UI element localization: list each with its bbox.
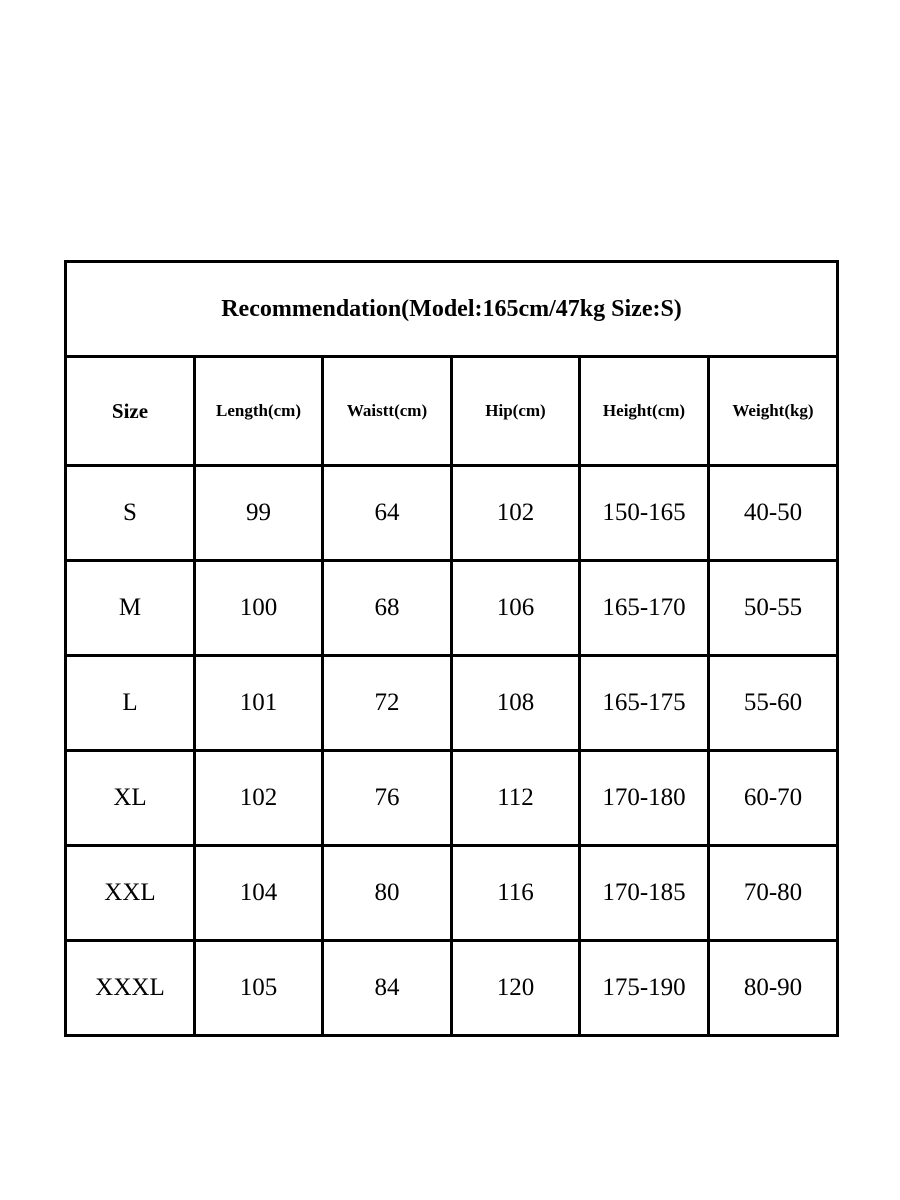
cell-size: M — [66, 561, 195, 656]
column-header-waist: Waistt(cm) — [323, 357, 452, 466]
cell-size: XL — [66, 751, 195, 846]
cell-length: 104 — [195, 846, 323, 941]
column-header-length: Length(cm) — [195, 357, 323, 466]
table-row — [66, 656, 838, 751]
cell-weight: 80-90 — [709, 941, 838, 1036]
size-chart-table — [64, 260, 839, 1037]
table-row — [66, 846, 838, 941]
cell-hip: 106 — [452, 561, 580, 656]
cell-size: XXL — [66, 846, 195, 941]
cell-height: 165-170 — [580, 561, 709, 656]
cell-hip: 112 — [452, 751, 580, 846]
table-row — [66, 941, 838, 1036]
cell-hip: 102 — [452, 466, 580, 561]
cell-length: 101 — [195, 656, 323, 751]
column-header-weight: Weight(kg) — [709, 357, 838, 466]
table-row — [66, 466, 838, 561]
cell-length: 105 — [195, 941, 323, 1036]
cell-size: L — [66, 656, 195, 751]
cell-length: 100 — [195, 561, 323, 656]
table-row — [66, 751, 838, 846]
cell-weight: 50-55 — [709, 561, 838, 656]
cell-height: 175-190 — [580, 941, 709, 1036]
cell-waist: 80 — [323, 846, 452, 941]
cell-hip: 120 — [452, 941, 580, 1036]
cell-waist: 76 — [323, 751, 452, 846]
cell-waist: 64 — [323, 466, 452, 561]
cell-waist: 84 — [323, 941, 452, 1036]
cell-length: 102 — [195, 751, 323, 846]
cell-size: XXXL — [66, 941, 195, 1036]
title-row — [66, 262, 838, 357]
cell-hip: 116 — [452, 846, 580, 941]
table-row — [66, 561, 838, 656]
cell-height: 170-180 — [580, 751, 709, 846]
cell-length: 99 — [195, 466, 323, 561]
cell-weight: 70-80 — [709, 846, 838, 941]
cell-weight: 40-50 — [709, 466, 838, 561]
cell-hip: 108 — [452, 656, 580, 751]
cell-height: 150-165 — [580, 466, 709, 561]
cell-height: 170-185 — [580, 846, 709, 941]
column-header-height: Height(cm) — [580, 357, 709, 466]
cell-waist: 72 — [323, 656, 452, 751]
header-row — [66, 357, 838, 466]
column-header-hip: Hip(cm) — [452, 357, 580, 466]
table-title: Recommendation(Model:165cm/47kg Size:S) — [66, 262, 838, 357]
cell-height: 165-175 — [580, 656, 709, 751]
column-header-size: Size — [66, 357, 195, 466]
cell-weight: 60-70 — [709, 751, 838, 846]
cell-waist: 68 — [323, 561, 452, 656]
cell-size: S — [66, 466, 195, 561]
cell-weight: 55-60 — [709, 656, 838, 751]
